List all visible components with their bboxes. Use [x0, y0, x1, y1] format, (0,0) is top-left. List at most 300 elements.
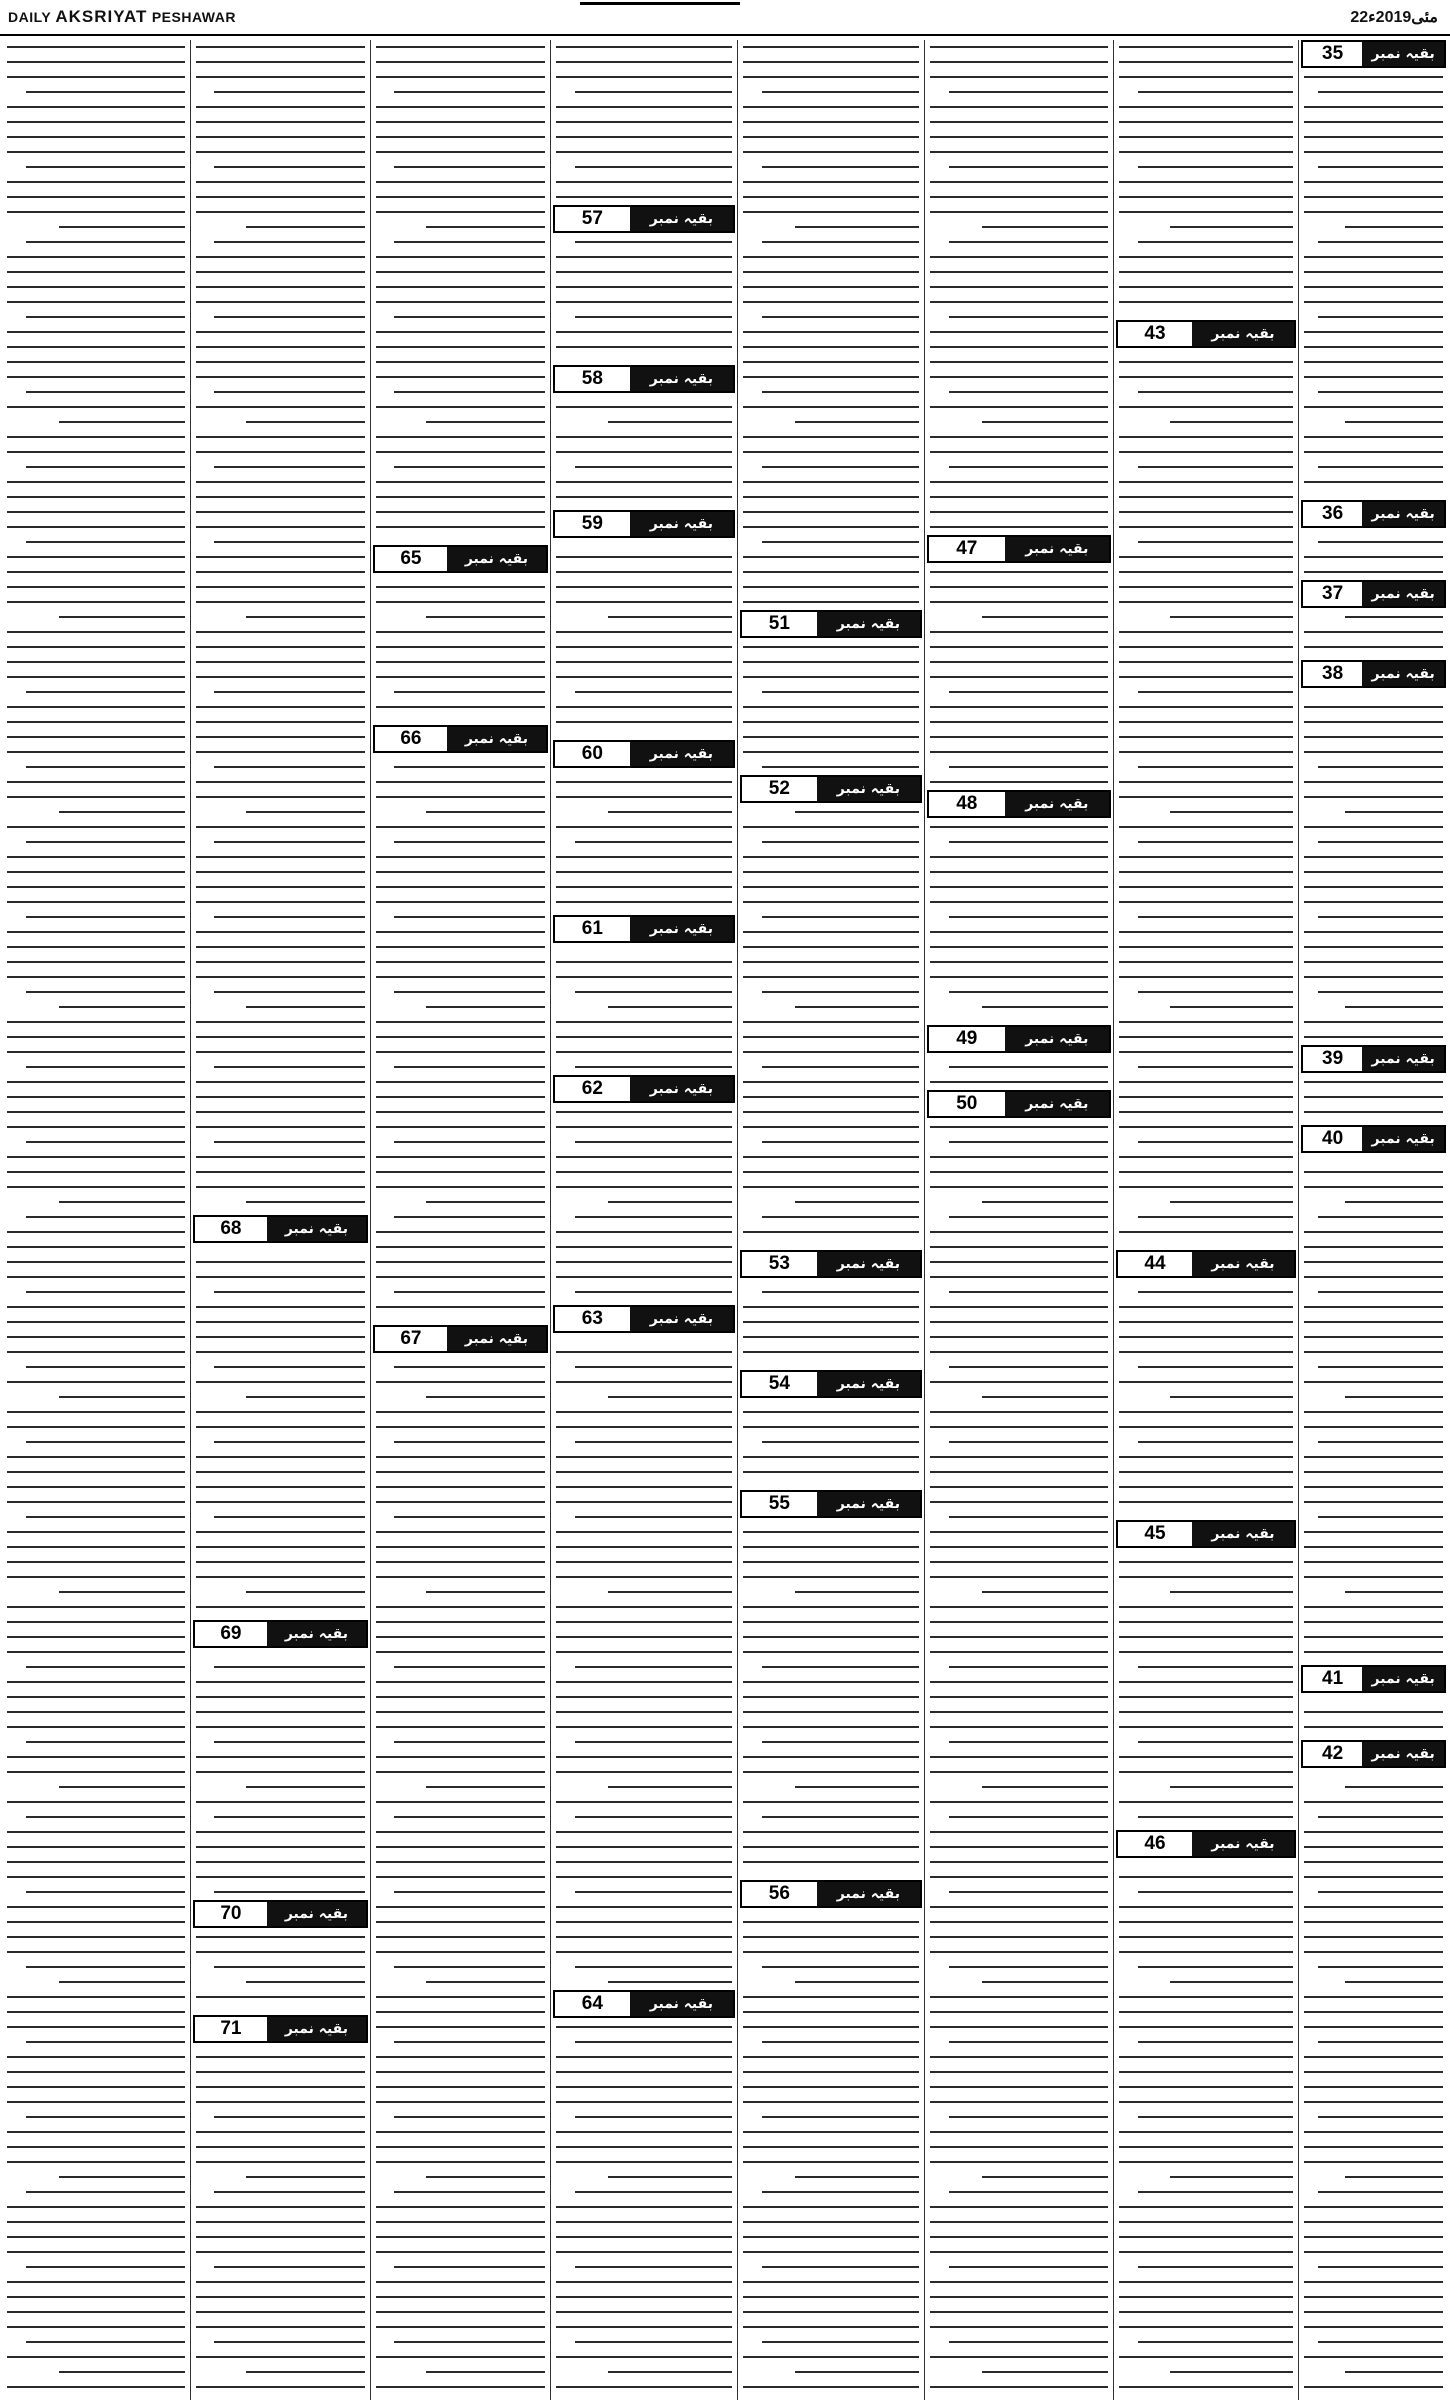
text-line [196, 136, 365, 138]
text-line [394, 1666, 545, 1668]
text-line [1119, 1636, 1293, 1638]
text-line [949, 1141, 1108, 1143]
text-line [930, 721, 1108, 723]
text-line [930, 121, 1108, 123]
badge-label: بقیہ نمبر [447, 1327, 546, 1351]
text-line [7, 1681, 185, 1683]
text-line [930, 2236, 1108, 2238]
text-line [743, 1606, 919, 1608]
text-line [930, 631, 1108, 633]
continuation-badge [1301, 1665, 1446, 1693]
text-line [743, 526, 919, 528]
column-text [373, 40, 548, 2400]
text-line [743, 736, 919, 738]
text-line [196, 1696, 365, 1698]
text-line [376, 1276, 545, 1278]
text-line [762, 2266, 919, 2268]
text-line [7, 1576, 185, 1578]
text-line [930, 1411, 1108, 1413]
text-line [7, 946, 185, 948]
text-line [376, 1726, 545, 1728]
text-line [1318, 1441, 1443, 1443]
text-line [1345, 1981, 1444, 1983]
text-line [743, 2146, 919, 2148]
text-line [795, 1786, 919, 1788]
text-line [743, 1471, 919, 1473]
text-line [930, 1711, 1108, 1713]
text-line [7, 1096, 185, 1098]
text-line [743, 2026, 919, 2028]
text-line [376, 196, 545, 198]
text-line [1119, 406, 1293, 408]
text-line [1119, 886, 1293, 888]
badge-label: بقیہ نمبر [1362, 1127, 1444, 1151]
text-line [196, 781, 365, 783]
text-line [1170, 616, 1293, 618]
text-line [196, 1426, 365, 1428]
text-line [196, 661, 365, 663]
text-line [7, 196, 185, 198]
text-line [762, 391, 919, 393]
text-line [1119, 481, 1293, 483]
text-line [1304, 1171, 1443, 1173]
text-line [196, 1771, 365, 1773]
text-line [1119, 856, 1293, 858]
text-line [1304, 76, 1443, 78]
text-line [930, 826, 1108, 828]
badge-label: بقیہ نمبر [267, 2017, 366, 2041]
text-line [7, 736, 185, 738]
text-line [7, 2146, 185, 2148]
continuation-badge [193, 1215, 368, 1243]
text-line [930, 151, 1108, 153]
text-line [376, 2086, 545, 2088]
text-line [376, 1426, 545, 1428]
text-line [930, 1726, 1108, 1728]
text-line [376, 2131, 545, 2133]
text-line [743, 1801, 919, 1803]
text-line [196, 856, 365, 858]
text-line [1138, 391, 1293, 393]
text-line [196, 1186, 365, 1188]
column-7 [4, 40, 188, 2400]
text-line [1119, 2071, 1293, 2073]
text-line [608, 1396, 732, 1398]
text-line [930, 586, 1108, 588]
text-line [930, 2326, 1108, 2328]
text-line [1318, 2341, 1443, 2343]
text-line [556, 256, 732, 258]
continuation-badge [740, 1490, 922, 1518]
text-line [1119, 631, 1293, 633]
text-line [196, 256, 365, 258]
badge-number: 60 [555, 742, 630, 766]
text-line [7, 1621, 185, 1623]
badge-label: بقیہ نمبر [817, 1882, 920, 1906]
continuation-badge [1116, 1520, 1296, 1548]
text-line [376, 1621, 545, 1623]
text-line [556, 646, 732, 648]
text-line [1304, 1531, 1443, 1533]
text-line [930, 571, 1108, 573]
text-line [1119, 1096, 1293, 1098]
text-line [1138, 1291, 1293, 1293]
text-line [196, 1126, 365, 1128]
badge-number: 36 [1303, 502, 1362, 526]
text-line [1119, 526, 1293, 528]
continuation-badge [1301, 40, 1446, 68]
text-line [1119, 1486, 1293, 1488]
continuation-badge [1301, 1125, 1446, 1153]
text-line [376, 1156, 545, 1158]
text-line [7, 1276, 185, 1278]
text-line [1304, 2356, 1443, 2358]
text-line [1119, 1456, 1293, 1458]
text-line [743, 1771, 919, 1773]
text-line [196, 976, 365, 978]
badge-number: 42 [1303, 1742, 1362, 1766]
text-line [196, 361, 365, 363]
text-line [743, 1171, 919, 1173]
text-line [949, 241, 1108, 243]
text-line [376, 2056, 545, 2058]
text-line [1119, 586, 1293, 588]
text-line [930, 2296, 1108, 2298]
text-line [376, 1561, 545, 1563]
text-line [556, 676, 732, 678]
text-line [1304, 2056, 1443, 2058]
text-line [608, 2371, 732, 2373]
text-line [556, 2146, 732, 2148]
text-line [394, 766, 545, 768]
text-line [394, 2341, 545, 2343]
text-line [1304, 1861, 1443, 1863]
text-line [743, 1051, 919, 1053]
text-line [214, 691, 365, 693]
text-line [556, 481, 732, 483]
column-separator [190, 40, 191, 2400]
text-line [743, 151, 919, 153]
text-line [196, 1261, 365, 1263]
text-line [7, 2386, 185, 2388]
text-line [1138, 991, 1293, 993]
text-line [196, 1531, 365, 1533]
text-line [394, 1816, 545, 1818]
text-line [743, 2101, 919, 2103]
text-line [376, 1936, 545, 1938]
text-line [1138, 1816, 1293, 1818]
text-line [1119, 76, 1293, 78]
text-line [930, 2311, 1108, 2313]
text-line [376, 2296, 545, 2298]
text-line [556, 1486, 732, 1488]
continuation-badge [1301, 1045, 1446, 1073]
text-line [376, 871, 545, 873]
text-line [394, 2266, 545, 2268]
text-line [1138, 1666, 1293, 1668]
badge-label: بقیہ نمبر [1192, 1252, 1294, 1276]
text-line [1119, 826, 1293, 828]
text-line [7, 2131, 185, 2133]
text-line [376, 1261, 545, 1263]
text-line [376, 286, 545, 288]
text-line [196, 511, 365, 513]
text-line [7, 46, 185, 48]
paper-brand: AKSRIYAT [55, 7, 148, 26]
text-line [1119, 736, 1293, 738]
text-line [59, 1201, 185, 1203]
text-line [376, 2071, 545, 2073]
text-line [795, 2176, 919, 2178]
text-line [556, 496, 732, 498]
badge-label: بقیہ نمبر [1192, 1832, 1294, 1856]
text-line [376, 1456, 545, 1458]
text-line [376, 1906, 545, 1908]
text-line [1119, 2326, 1293, 2328]
text-line [1119, 1471, 1293, 1473]
text-line [556, 1636, 732, 1638]
text-line [762, 1291, 919, 1293]
text-line [7, 1561, 185, 1563]
text-line [556, 706, 732, 708]
text-line [7, 1126, 185, 1128]
text-line [575, 2041, 732, 2043]
text-line [930, 1531, 1108, 1533]
text-line [1304, 196, 1443, 198]
text-line [376, 676, 545, 678]
column-6 [193, 40, 368, 2400]
badge-label: بقیہ نمبر [630, 367, 733, 391]
text-line [1119, 61, 1293, 63]
text-line [196, 1351, 365, 1353]
text-line [1304, 1636, 1443, 1638]
text-line [1345, 2176, 1444, 2178]
text-line [556, 886, 732, 888]
text-line [556, 1726, 732, 1728]
column-0 [1301, 40, 1446, 2400]
text-line [196, 901, 365, 903]
text-line [1170, 811, 1293, 813]
continuation-badge [740, 1250, 922, 1278]
text-line [1304, 346, 1443, 348]
badge-number: 53 [742, 1252, 817, 1276]
text-line [196, 1096, 365, 1098]
text-line [246, 1396, 366, 1398]
text-line [930, 1576, 1108, 1578]
badge-number: 59 [555, 512, 630, 536]
text-line [556, 571, 732, 573]
badge-number: 35 [1303, 42, 1362, 66]
badge-number: 51 [742, 612, 817, 636]
text-line [1318, 241, 1443, 243]
continuation-badge [740, 1880, 922, 1908]
text-line [575, 841, 732, 843]
text-line [26, 1516, 185, 1518]
text-line [246, 226, 366, 228]
text-line [982, 1591, 1108, 1593]
column-text [740, 40, 922, 2400]
text-line [246, 1786, 366, 1788]
badge-label: بقیہ نمبر [817, 1252, 920, 1276]
text-line [376, 2101, 545, 2103]
text-line [1138, 1066, 1293, 1068]
text-line [376, 856, 545, 858]
text-line [556, 286, 732, 288]
text-line [743, 751, 919, 753]
text-line [930, 1861, 1108, 1863]
text-line [930, 2251, 1108, 2253]
text-line [214, 391, 365, 393]
text-line [743, 1411, 919, 1413]
text-line [556, 2386, 732, 2388]
text-line [1119, 1126, 1293, 1128]
text-line [930, 1846, 1108, 1848]
text-line [982, 616, 1108, 618]
text-line [1318, 2116, 1443, 2118]
text-line [1119, 436, 1293, 438]
text-line [1304, 646, 1443, 648]
text-line [394, 841, 545, 843]
text-line [214, 1741, 365, 1743]
text-line [376, 601, 545, 603]
continuation-badge [927, 790, 1111, 818]
text-line [1119, 781, 1293, 783]
text-line [1170, 226, 1293, 228]
text-line [982, 1006, 1108, 1008]
text-line [376, 481, 545, 483]
text-line [7, 1636, 185, 1638]
text-line [376, 781, 545, 783]
text-line [575, 1666, 732, 1668]
continuation-badge [740, 775, 922, 803]
text-line [743, 2386, 919, 2388]
text-line [743, 1696, 919, 1698]
text-line [196, 2296, 365, 2298]
text-line [1119, 1801, 1293, 1803]
text-line [7, 451, 185, 453]
text-line [556, 1501, 732, 1503]
text-line [556, 586, 732, 588]
text-line [214, 1666, 365, 1668]
text-line [376, 436, 545, 438]
text-line [795, 421, 919, 423]
text-line [7, 1726, 185, 1728]
text-line [1119, 1111, 1293, 1113]
text-line [1138, 916, 1293, 918]
column-text [927, 40, 1111, 2400]
text-line [743, 1711, 919, 1713]
text-line [795, 226, 919, 228]
text-line [743, 661, 919, 663]
text-line [26, 2041, 185, 2043]
badge-label: بقیہ نمبر [1192, 1522, 1294, 1546]
badge-number: 69 [195, 1622, 267, 1646]
text-line [7, 2326, 185, 2328]
text-line [376, 1756, 545, 1758]
text-line [982, 1396, 1108, 1398]
text-line [743, 1651, 919, 1653]
text-line [949, 1891, 1108, 1893]
text-line [930, 2101, 1108, 2103]
text-line [7, 121, 185, 123]
text-line [1119, 796, 1293, 798]
text-line [930, 1831, 1108, 1833]
text-line [376, 2356, 545, 2358]
text-line [930, 1696, 1108, 1698]
text-line [376, 1996, 545, 1998]
text-line [743, 1546, 919, 1548]
text-line [1119, 751, 1293, 753]
text-line [246, 811, 366, 813]
text-line [1318, 1891, 1443, 1893]
text-line [7, 1531, 185, 1533]
text-line [556, 856, 732, 858]
text-line [376, 1081, 545, 1083]
text-line [556, 2056, 732, 2058]
badge-number: 62 [555, 1077, 630, 1101]
text-line [7, 721, 185, 723]
text-line [214, 841, 365, 843]
text-line [26, 766, 185, 768]
text-line [1304, 106, 1443, 108]
text-line [930, 271, 1108, 273]
text-line [1304, 931, 1443, 933]
text-line [743, 1621, 919, 1623]
column-text [4, 40, 188, 2400]
text-line [1304, 571, 1443, 573]
text-line [930, 1936, 1108, 1938]
text-line [376, 1186, 545, 1188]
text-line [1304, 826, 1443, 828]
text-line [214, 2191, 365, 2193]
text-line [26, 391, 185, 393]
text-line [376, 1921, 545, 1923]
text-line [246, 1981, 366, 1983]
text-line [949, 166, 1108, 168]
text-line [1119, 1381, 1293, 1383]
text-line [743, 136, 919, 138]
text-line [982, 2176, 1108, 2178]
text-line [556, 1651, 732, 1653]
text-line [376, 1231, 545, 1233]
text-line [214, 2116, 365, 2118]
text-line [575, 2341, 732, 2343]
text-line [196, 406, 365, 408]
text-line [743, 2086, 919, 2088]
text-line [7, 2236, 185, 2238]
text-line [196, 1876, 365, 1878]
text-line [196, 646, 365, 648]
text-line [1119, 1171, 1293, 1173]
text-line [1119, 496, 1293, 498]
text-line [7, 781, 185, 783]
text-line [556, 2071, 732, 2073]
text-line [1119, 106, 1293, 108]
text-line [1318, 466, 1443, 468]
text-line [949, 1516, 1108, 1518]
text-line [556, 1771, 732, 1773]
text-line [930, 781, 1108, 783]
text-line [930, 1156, 1108, 1158]
text-line [7, 271, 185, 273]
text-line [394, 1366, 545, 1368]
column-text [1116, 40, 1296, 2400]
text-line [1304, 886, 1443, 888]
text-line [1318, 1516, 1443, 1518]
text-line [7, 1546, 185, 1548]
text-line [196, 1501, 365, 1503]
text-line [930, 406, 1108, 408]
